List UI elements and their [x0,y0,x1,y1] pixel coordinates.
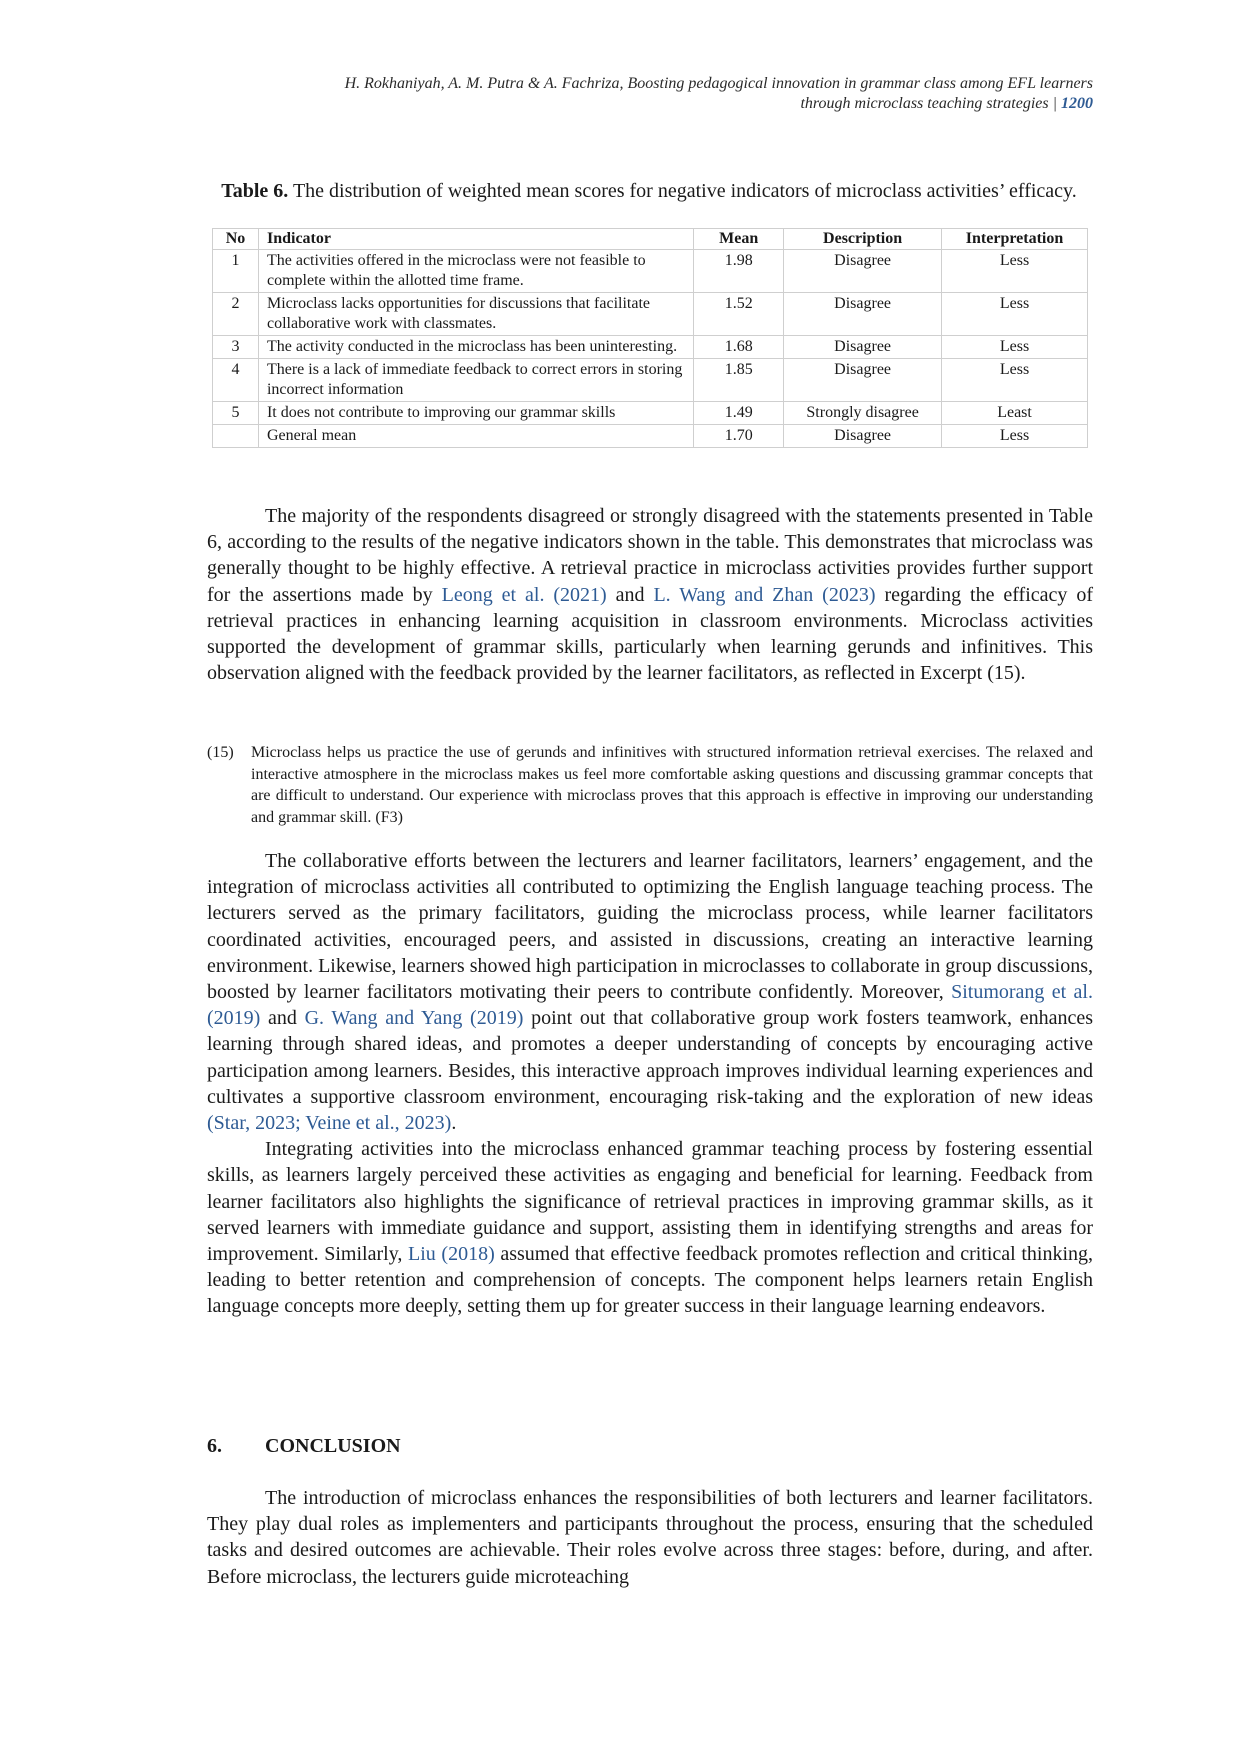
p1-text-a: The majority of the respondents disagreed or strongly disagreed with the statements presented in Table 6, according to the results of the negative indicators shown in the table. This demonstrates that microclass was generally thought to be highly effective. A retrieval practice in microclass activities provides further support for the assertions made by [207,505,1093,606]
cell-interpretation: Less [942,336,1088,359]
cell-indicator: There is a lack of immediate feedback to correct errors in storing incorrect information [258,359,693,402]
cell-interpretation: Less [942,250,1088,293]
citation-link[interactable]: L. Wang and Zhan (2023) [653,583,876,606]
cell-indicator: The activity conducted in the microclass has been uninteresting. [258,336,693,359]
cell-no: 4 [213,359,259,402]
header-indicator: Indicator [258,229,693,250]
cell-interpretation: Less [942,425,1088,448]
p3-text-b: assumed that effective feedback promotes reflection and critical thinking, leading to better retention and comprehension of concepts. The component helps learners retain English language concepts more deeply, setting them up for greater success in their language learning endeavors. [207,1243,1093,1318]
running-header [205,74,1093,114]
table-row [213,336,1088,359]
cell-indicator: The activities offered in the microclass were not feasible to complete within the allotted time frame. [258,250,693,293]
cell-indicator: Microclass lacks opportunities for discussions that facilitate collaborative work with classmates. [258,293,693,336]
excerpt-text: Microclass helps us practice the use of gerunds and infinitives with structured information retrieval exercises. The relaxed and interactive atmosphere in the microclass makes us feel more comfortable asking questions and discussing grammar concepts that are difficult to understand. Our experience with microclass proves that this approach is effective in improving our understanding and grammar skill. (F3) [251,744,1093,826]
header-interpretation: Interpretation [942,229,1088,250]
citation-link[interactable]: Liu (2018) [408,1243,495,1266]
p2-text-b: and [260,1007,305,1030]
section-title: CONCLUSION [265,1435,401,1457]
cell-description: Disagree [784,336,942,359]
cell-description: Strongly disagree [784,402,942,425]
cell-no: 5 [213,402,259,425]
citation-link[interactable]: Leong et al. (2021) [441,583,607,606]
header-mean: Mean [694,229,784,250]
table-header-row [213,229,1088,250]
header-line-1: H. Rokhaniyah, A. M. Putra & A. Fachriza, Boosting pedagogical innovation in grammar class among EFL learners [344,75,1093,92]
cell-mean: 1.85 [694,359,784,402]
results-table [212,228,1088,448]
paragraph-3-text [207,1136,1093,1319]
citation-link[interactable]: (Star, 2023; Veine et al., 2023) [207,1112,452,1135]
paragraph-2 [207,848,1093,1320]
excerpt-number: (15) [207,744,234,761]
paragraph-4-text: The introduction of microclass enhances the responsibilities of both lecturers and learner facilitators. They play dual roles as implementers and participants throughout the process, ensuring that the scheduled tasks and desired outcomes are achievable. Their roles evolve across three stages: before, during, and after. Before microclass, the lecturers guide microteaching [207,1487,1093,1588]
cell-description: Disagree [784,359,942,402]
table-caption [205,178,1093,204]
cell-interpretation: Less [942,359,1088,402]
cell-indicator: It does not contribute to improving our grammar skills [258,402,693,425]
cell-description: Disagree [784,293,942,336]
paragraph-1 [207,503,1093,686]
header-title-end: through microclass teaching strategies | [800,95,1057,112]
table-row [213,293,1088,336]
cell-mean: 1.68 [694,336,784,359]
table-caption-text: The distribution of weighted mean scores for negative indicators of microclass activities’ efficacy. [292,180,1077,202]
page-number: 1200 [1061,95,1093,112]
paragraph-4 [207,1485,1093,1590]
table-row [213,402,1088,425]
cell-interpretation: Less [942,293,1088,336]
cell-mean: 1.98 [694,250,784,293]
section-heading [207,1433,401,1459]
header-no: No [213,229,259,250]
cell-mean: 1.49 [694,402,784,425]
cell-interpretation: Least [942,402,1088,425]
table-row [213,250,1088,293]
p2-text-d: . [451,1112,457,1135]
citation-link[interactable]: Situmorang et al. (2019) [207,981,1093,1030]
cell-description: Disagree [784,250,942,293]
cell-mean: 1.52 [694,293,784,336]
table-row-general-mean [213,425,1088,448]
table-row [213,359,1088,402]
p2-text-a: The collaborative efforts between the lecturers and learner facilitators, learners’ engagement, and the integration of microclass activities all contributed to optimizing the English language teaching process. The lecturers served as the primary facilitators, guiding the microclass process, while learner facilitators coordinated activities, encouraged peers, and assisted in discussions, creating an interactive learning environment. Likewise, learners showed high participation in microclasses to collaborate in group discussions, boosted by learner facilitators motivating their peers to contribute confidently. Moreover, [207,850,1093,1004]
paragraph-2-text [207,848,1093,1136]
p2-text-c: point out that collaborative group work fosters teamwork, enhances learning through shared ideas, and promotes a deeper understanding of concepts by encouraging active participation among learners. Besides, this interactive approach improves individual learning experiences and cultivates a supportive classroom environment, encouraging risk-taking and the exploration of new ideas [207,1007,1093,1108]
cell-no: 2 [213,293,259,336]
header-line-2 [205,94,1093,114]
p3-text-a: Integrating activities into the microclass enhanced grammar teaching process by fostering essential skills, as learners largely perceived these activities as engaging and beneficial for learning. Feedback from learner facilitators also highlights the significance of retrieval practices in improving grammar skills, as it served learners with immediate guidance and support, assisting them in identifying strengths and areas for improvement. Similarly, [207,1138,1093,1266]
cell-no: 3 [213,336,259,359]
excerpt-block [207,742,1093,828]
cell-indicator: General mean [258,425,693,448]
cell-mean: 1.70 [694,425,784,448]
p1-text-b: and [606,583,654,606]
p1-text-c: regarding the efficacy of retrieval practices in enhancing learning acquisition in classroom environments. Microclass activities supported the development of grammar skills, particularly when learning gerunds and infinitives. This observation aligned with the feedback provided by the learner facilitators, as reflected in Excerpt (15). [207,583,1093,685]
section-number: 6. [207,1435,222,1457]
paragraph-1-text [207,503,1093,686]
header-description: Description [784,229,942,250]
cell-description: Disagree [784,425,942,448]
cell-no [213,425,259,448]
citation-link[interactable]: G. Wang and Yang (2019) [304,1007,524,1030]
cell-no: 1 [213,250,259,293]
table-caption-label: Table 6. [221,180,289,202]
